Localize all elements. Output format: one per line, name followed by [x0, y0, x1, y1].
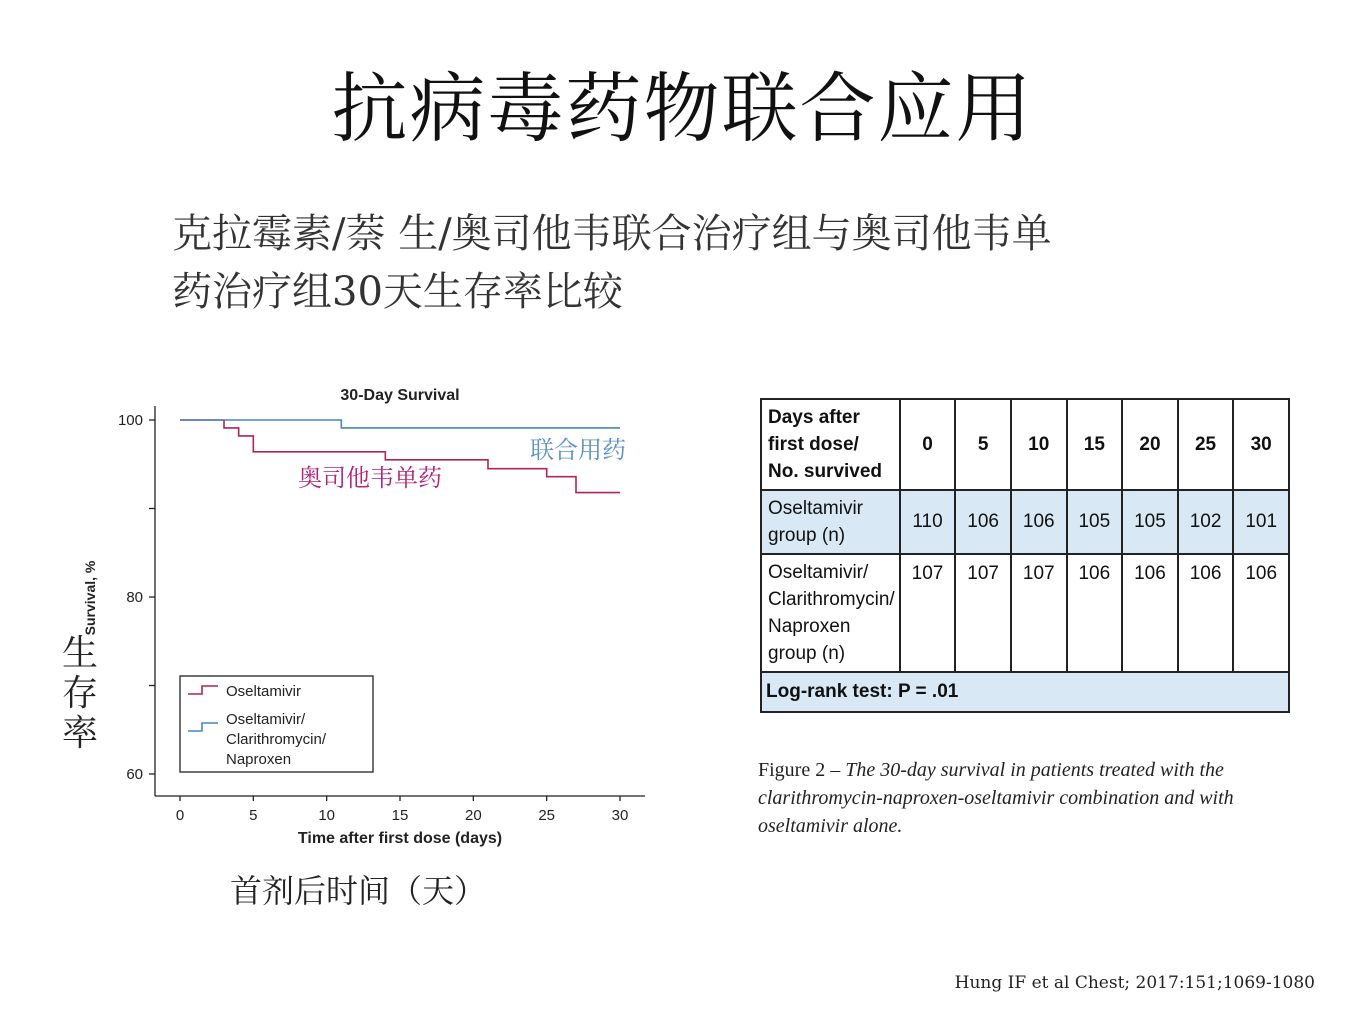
x-tick-label: 25 — [538, 807, 556, 824]
x-tick-label: 15 — [391, 807, 409, 824]
row-label-line: group (n) — [768, 525, 846, 546]
legend-label-oseltamivir: Oseltamivir — [226, 683, 302, 700]
table-cell: 106 — [1067, 554, 1123, 672]
y-label-char: 生 — [62, 633, 99, 674]
survival-chart — [40, 376, 660, 856]
logrank-cell: Log-rank test: P = .01 — [761, 672, 1289, 712]
table-header-row — [761, 399, 1289, 490]
table-cell: 110 — [900, 490, 956, 554]
y-label-char: 率 — [62, 713, 99, 754]
citation: Hung IF et al Chest; 2017:151;1069-1080 — [954, 973, 1315, 993]
row-label-line: Clarithromycin/ — [768, 589, 895, 610]
x-tick-label: 20 — [464, 807, 482, 824]
table-row-logrank — [761, 672, 1289, 712]
row-label-line: Naproxen — [768, 616, 851, 637]
chinese-y-axis-label — [62, 634, 106, 754]
y-tick-label: 80 — [126, 589, 143, 606]
y-tick-label: 100 — [117, 412, 143, 429]
header-label-cell — [761, 399, 900, 490]
day-header: 20 — [1122, 399, 1178, 490]
row-label-line: Oseltamivir — [768, 498, 864, 519]
chinese-x-axis-label: 首剂后时间（天） — [230, 872, 487, 910]
day-header: 0 — [900, 399, 956, 490]
figure-caption — [758, 756, 1318, 840]
header-label-line: Days after — [768, 407, 860, 428]
day-header: 10 — [1011, 399, 1067, 490]
caption-lead: Figure 2 – — [758, 759, 846, 781]
table-row-combination — [761, 554, 1289, 672]
legend-label-combination: Oseltamivir/ — [226, 711, 306, 728]
header-label-line: first dose/ — [768, 434, 859, 455]
combination-survival-line — [180, 420, 620, 428]
y-label-char: 存 — [62, 673, 99, 714]
caption-text: The 30-day survival in patients treated with the clarithromycin-naproxen-oseltamivir combination and with oseltamivir alone. — [758, 759, 1234, 837]
y-axis-label: Survival, % — [82, 560, 98, 636]
subtitle-line-1: 克拉霉素/萘 生/奥司他韦联合治疗组与奥司他韦单 — [172, 211, 1052, 257]
day-header: 15 — [1067, 399, 1123, 490]
table-cell: 102 — [1178, 490, 1234, 554]
legend-label-combination: Naproxen — [226, 751, 292, 768]
x-tick-label: 5 — [249, 807, 258, 824]
table-cell: 107 — [955, 554, 1011, 672]
table-cell: 107 — [1011, 554, 1067, 672]
day-header: 5 — [955, 399, 1011, 490]
table-cell: 106 — [1178, 554, 1234, 672]
slide-subtitle — [172, 205, 1282, 321]
table-cell: 106 — [1011, 490, 1067, 554]
table-cell: 106 — [1233, 554, 1289, 672]
row-label-cell — [761, 490, 900, 554]
y-tick-label: 60 — [126, 766, 143, 783]
table-row-oseltamivir — [761, 490, 1289, 554]
x-tick-label: 10 — [318, 807, 336, 824]
annotation-combination: 联合用药 — [530, 436, 626, 464]
day-header: 25 — [1178, 399, 1234, 490]
table-cell: 101 — [1233, 490, 1289, 554]
table-cell: 105 — [1067, 490, 1123, 554]
table-cell: 105 — [1122, 490, 1178, 554]
slide-title: 抗病毒药物联合应用 — [331, 64, 1034, 153]
header-label-line: No. survived — [768, 461, 883, 482]
day-header: 30 — [1233, 399, 1289, 490]
x-tick-label: 30 — [611, 807, 629, 824]
x-tick-label: 0 — [175, 807, 185, 824]
annotation-oseltamivir: 奥司他韦单药 — [298, 464, 442, 492]
chart-title: 30-Day Survival — [340, 387, 460, 404]
table-cell: 106 — [955, 490, 1011, 554]
table-cell: 106 — [1122, 554, 1178, 672]
row-label-cell — [761, 554, 900, 672]
x-axis-label: Time after first dose (days) — [297, 830, 503, 847]
row-label-line: Oseltamivir/ — [768, 562, 869, 583]
row-label-line: group (n) — [768, 643, 846, 664]
subtitle-line-2: 药治疗组30天生存率比较 — [172, 269, 623, 315]
survivors-table — [760, 398, 1290, 713]
legend-label-combination: Clarithromycin/ — [226, 731, 327, 748]
table-cell: 107 — [900, 554, 956, 672]
